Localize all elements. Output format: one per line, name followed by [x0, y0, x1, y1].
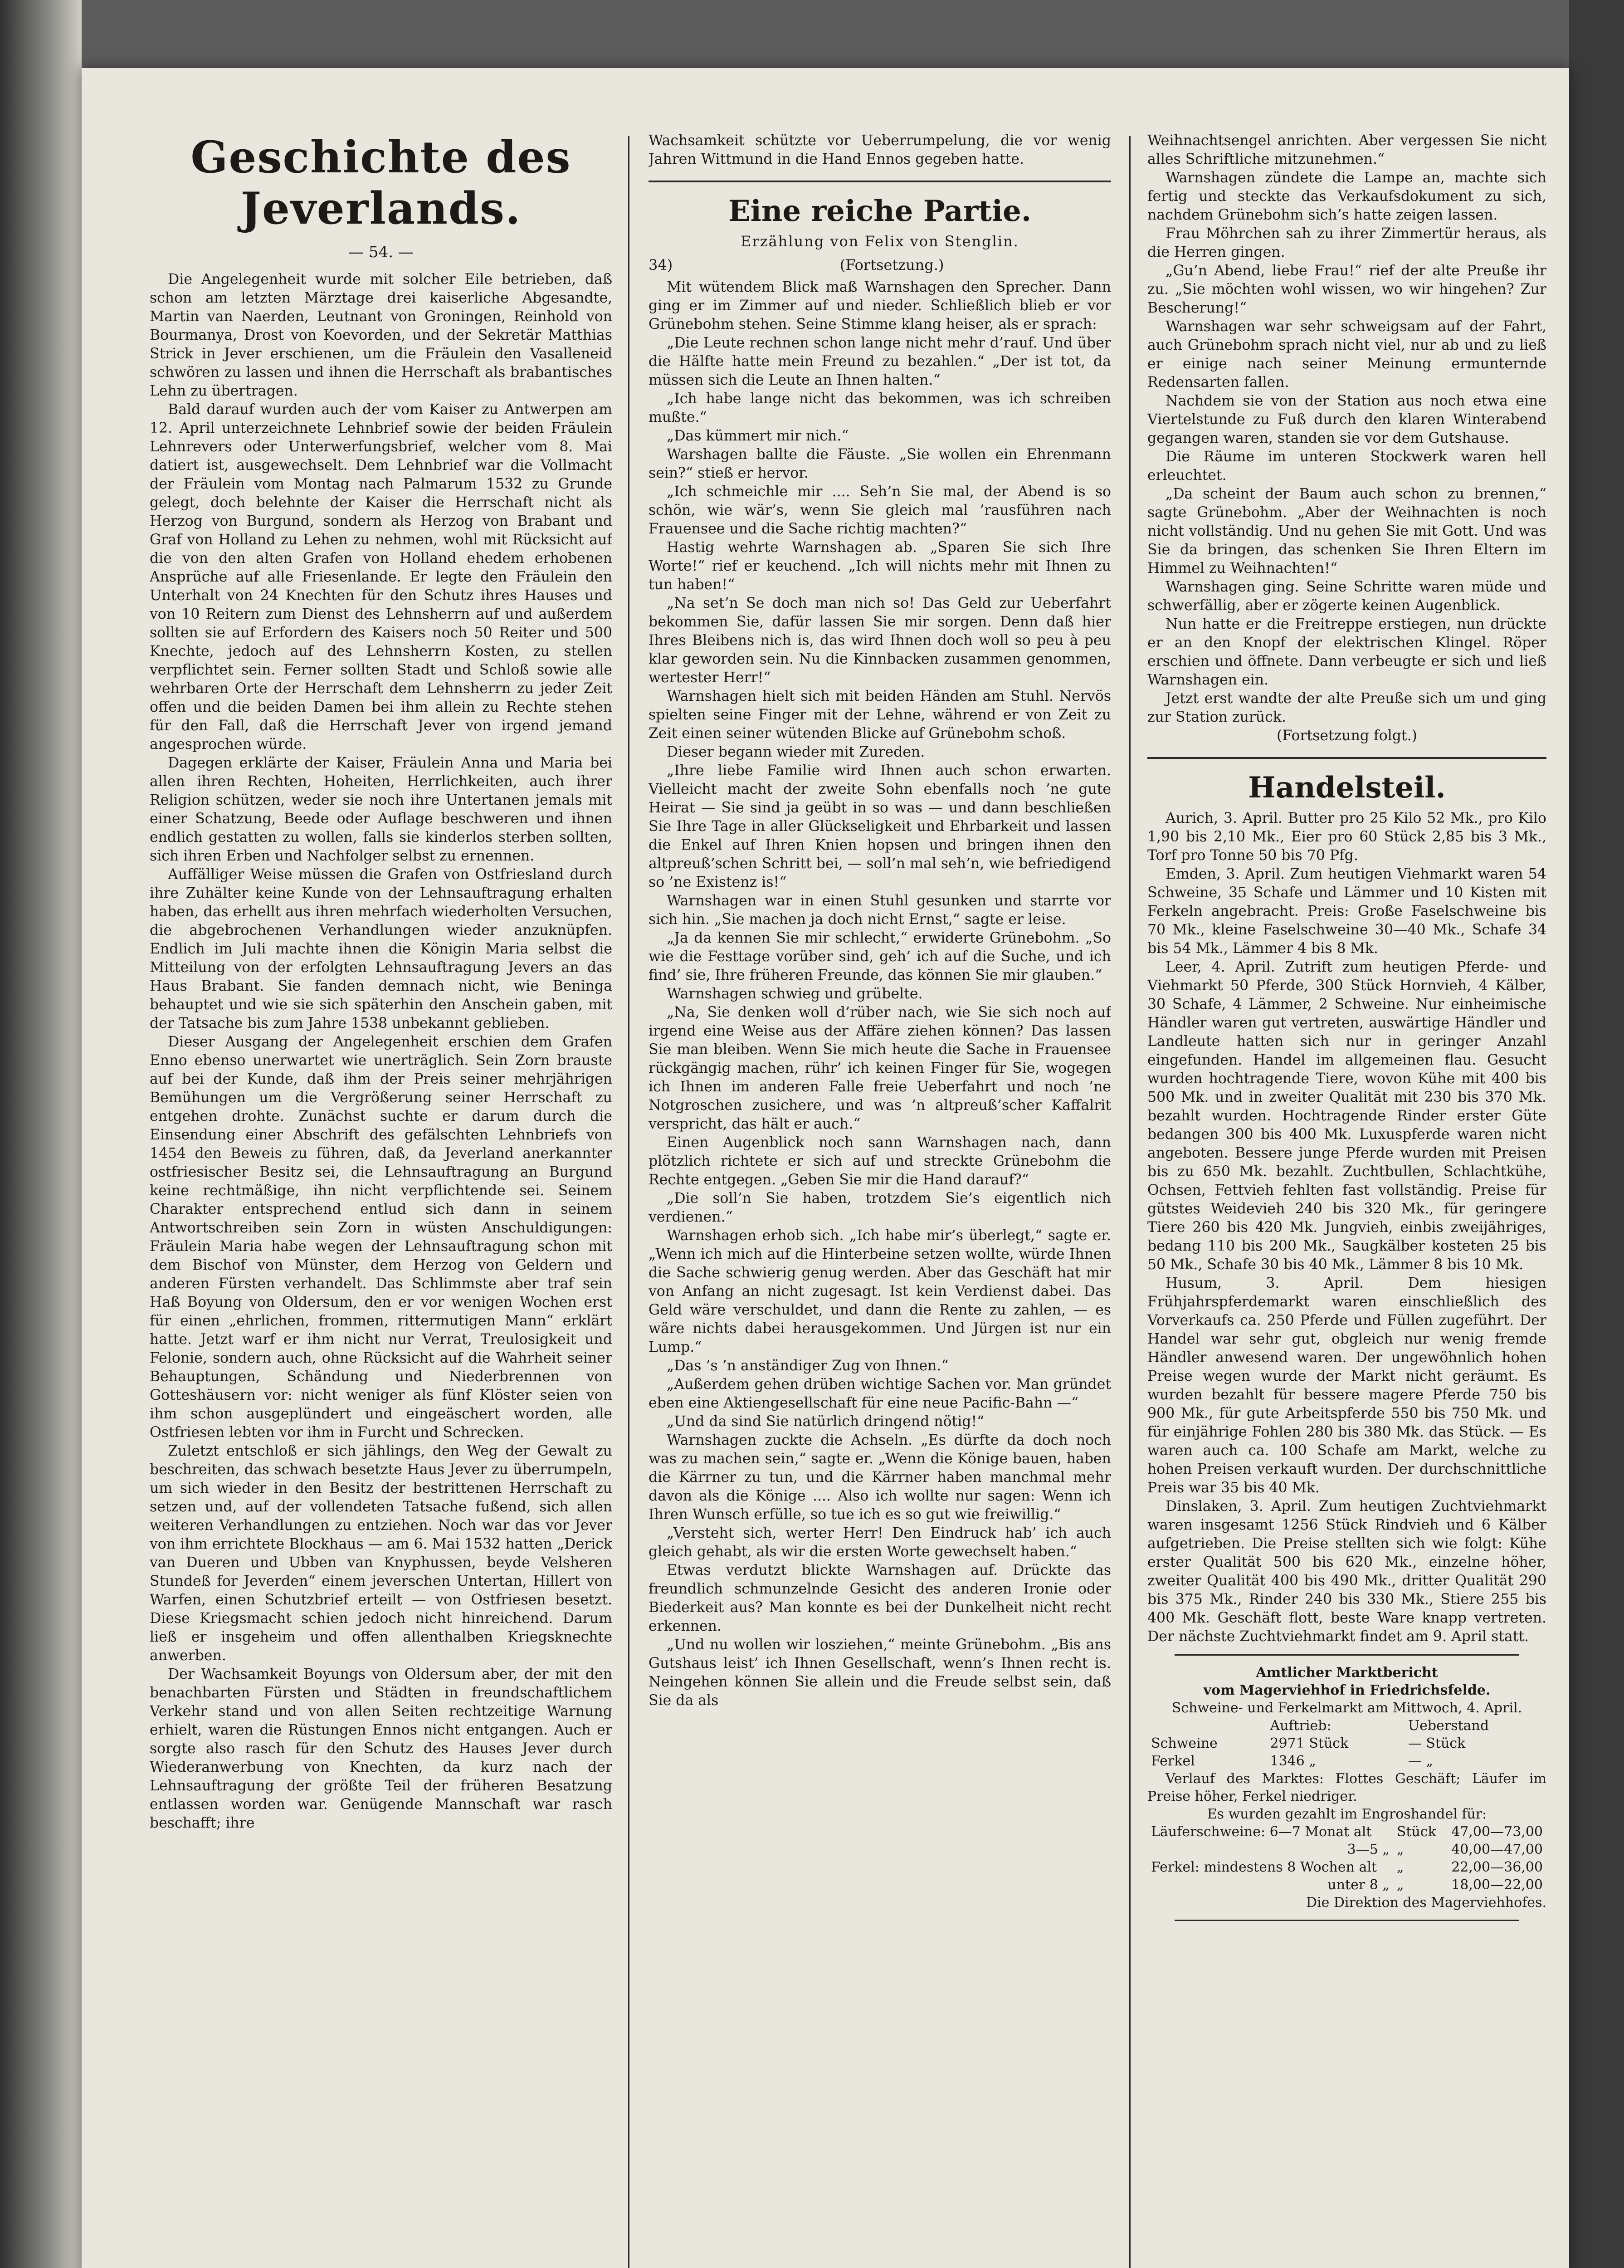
- price-table: [1147, 1823, 1546, 1894]
- paragraph: „Und nu wollen wir losziehen,“ meinte Grünebohm. „Bis ans Gutshaus leist’ ich Ihnen Gesellschaft, wenn’s Ihnen recht is. Neingehen können Sie allein und die Freude selbst sein, daß Sie da als: [649, 1637, 1111, 1709]
- paragraph: Etwas verdutzt blickte Warnshagen auf. Drückte das freundlich schmunzelnde Gesicht des anderen Ironie oder Biederkeit aus? Man konnte es bei der Dunkelheit nicht recht erkennen.: [649, 1562, 1111, 1634]
- paragraph: Dieser begann wieder mit Zureden.: [667, 744, 925, 760]
- trade-report: Aurich, 3. April. Butter pro 25 Kilo 52 Mk., pro Kilo 1,90 bis 2,10 Mk., Eier pro 60 Stück 2,85 bis 3 Mk., Torf pro Tonne 50 bis 70 Pfg.: [1147, 810, 1546, 864]
- row-label: Schweine: [1151, 1735, 1218, 1751]
- price-unit: „: [1396, 1877, 1404, 1893]
- paragraph: Warnshagen ging. Seine Schritte waren müde und schwerfällig, aber er zögerte keinen Augenblick.: [1147, 579, 1546, 614]
- market-subtitle: vom Magerviehhof in Friedrichsfelde.: [1203, 1682, 1491, 1698]
- paragraph: Einen Augenblick noch sann Warnshagen nach, dann plötzlich richtete er sich auf und streckte Grünebohm die Rechte entgegen. „Geben Sie mir die Hand darauf?“: [649, 1134, 1111, 1188]
- price-unit: Stück: [1396, 1824, 1436, 1840]
- paragraph: Warnshagen schwieg und grübelte.: [667, 986, 923, 1002]
- trade-report: Emden, 3. April. Zum heutigen Viehmarkt waren 54 Schweine, 35 Schafe und Lämmer und 10 Kisten mit Ferkeln angebracht. Preis: Große Faselschweine bis 70 Mk., kleine Faselschweine 30—40 Mk., Schafe 34 bis 54 Mk., Lämmer 4 bis 8 Mk.: [1147, 866, 1546, 957]
- book-binding: [0, 0, 82, 2268]
- installment-number: — 54. —: [348, 243, 414, 261]
- paragraph: „Außerdem gehen drüben wichtige Sachen vor. Man gründet eben eine Aktiengesellschaft für eine neue Pacific-Bahn —“: [649, 1376, 1111, 1411]
- table-header: [1147, 1717, 1546, 1735]
- trade-report: Husum, 3. April. Dem hiesigen Frühjahrspferdemarkt waren einschließlich des Vorverkaufs ca. 250 Pferde und Füllen zugeführt. Der Handel war sehr gut, obgleich nur wenig fremde Händler anwesend waren. Der ungewöhnlich hohen Preise wegen wurde der Markt nicht geräumt. Es wurden bezahlt für bessere magere Pferde 750 bis 900 Mk., für gute Arbeitspferde 550 bis 750 Mk. und für einjährige Fohlen 280 bis 380 Mk. das Stück. — Es waren auch ca. 100 Schafe am Markt, welche zu hohen Preisen verkauft wurden. Der durchschnittliche Preis war 35 bis 40 Mk.: [1147, 1275, 1546, 1496]
- price-value: 22,00—36,00: [1451, 1859, 1543, 1875]
- market-course: Verlauf des Marktes: Flottes Geschäft; Läufer im Preise höher, Ferkel niedriger.: [1147, 1771, 1546, 1804]
- novel-byline: Erzählung von Felix von Stenglin.: [741, 233, 1019, 250]
- column-rule: [628, 136, 629, 2268]
- price-label: unter 8 „: [1327, 1877, 1390, 1893]
- row-label: Ferkel: [1151, 1753, 1195, 1769]
- paragraph: Dieser Ausgang der Angelegenheit erschien dem Grafen Enno ebenso unerwartet wie unerträglich. Sein Zorn brauste auf bei der Kunde, daß ihm der Preis seiner mehrjährigen Bemühungen um die Vergrößerung seiner Herrschaft zu entgehen drohte. Zunächst suchte er darum durch die Einsendung einer Abschrift des gefälschten Lehnbriefs von 1454 den Beweis zu führen, daß, da Jeverland anerkannter ostfriesischer Besitz sei, die Lehnsauftragung an Burgund keine rechtmäßige, ihn nicht verpflichtende sei. Seinem Charakter entsprechend entlud sich dann in seinem Antwortschreiben sein Zorn in wüsten Anschuldigungen: Fräulein Maria habe wegen der Lehnsauftragung schon mit dem Bischof von Münster, dem Herzog von Geldern und anderen Fürsten verhandelt. Das Schlimmste aber traf sein Haß Boyung von Oldersum, den er vor wenigen Wochen erst für einen „ehrlichen, frommen, rittermutigen Mann“ erklärt hatte. Jetzt warf er ihm nicht nur Verrat, Treulosigkeit und Felonie, sondern auch, ohne Rücksicht auf die Wahrheit seiner Behauptungen, Schändung und Niederbrennen von Gotteshäusern vor: nicht weniger als fünf Klöster seien von ihm schon ausgeplündert und eingeäschert worden, alle Ostfriesen lebten vor ihm in Furcht und Schrecken.: [150, 1034, 612, 1441]
- price-label: 3—5 „: [1347, 1842, 1390, 1857]
- paragraph: Jetzt erst wandte der alte Preuße sich um und ging zur Station zurück.: [1147, 690, 1546, 725]
- paragraph: Warnshagen zuckte die Achseln. „Es dürfte da doch noch was zu machen sein,“ sagte er. „Wenn die Könige bauen, haben die Kärrner zu tun, und die Kärrner haben manchmal mehr davon als die Könige .... Also ich wollte nur sagen: Wenn ich Ihren Wunsch erfülle, so tue ich es so gut wie freiwillig.“: [649, 1432, 1111, 1523]
- column-history: [150, 132, 612, 2263]
- paragraph: „Versteht sich, werter Herr! Den Eindruck hab’ ich auch gleich gehabt, als wir die ersten Worte gewechselt haben.“: [649, 1525, 1111, 1560]
- column-trade: [1147, 132, 1546, 2263]
- trade-title: Handelsteil.: [1248, 771, 1446, 805]
- paragraph: „Na, Sie denken woll d’rüber nach, wie Sie sich noch auf irgend eine Weise aus der Affäre ziehen können? Das lassen Sie man bleiben. Wenn Sie mich heute die Sache in Frauensee rückgängig machen, rühr’ ich keinen Finger für Sie, wogegen ich Ihnen im anderen Falle freie Ueberfahrt und noch ’ne Notgroschen zusichere, und was ’n altpreuß’scher Kaffalrit verspricht, das hält er auch.“: [649, 1004, 1111, 1132]
- price-unit: „: [1396, 1859, 1404, 1875]
- market-table: [1147, 1717, 1546, 1770]
- column-header: Ueberstand: [1408, 1718, 1489, 1734]
- paragraph: „Ich habe lange nicht das bekommen, was ich schreiben mußte.“: [649, 391, 1111, 425]
- row-count: 2971 Stück: [1270, 1735, 1349, 1751]
- paragraph: Warnshagen zündete die Lampe an, machte sich fertig und steckte das Verkaufsdokument zu sich, nachdem Grünebohm sich’s hatte zeigen lassen.: [1147, 170, 1546, 223]
- paragraph: Bald darauf wurden auch der vom Kaiser zu Antwerpen am 12. April unterzeichnete Lehnbrief sowie der beiden Fräulein Lehnrevers oder Unterwerfungsbrief, welcher vom 8. Mai datiert ist, ausgewechselt. Dem Lehnbrief war die Vollmacht der Fräulein vom Montag nach Palmarum 1532 zu Grunde gelegt, doch belehnte der Kaiser die Herrschaft nicht als Herzog von Burgund, sondern als Herzog von Brabant und Graf von Holland zu Lehen zu nehmen, wohl mit Rücksicht auf die von den alten Grafen von Holland ehedem erhobenen Ansprüche auf alle Friesenlande. Er legte den Fräulein den Unterhalt von 24 Knechten für den Schutz ihres Hauses und von 10 Reitern zum Dienst des Lehnsherrn auf und außerdem sollten sie auf Erfordern des Kaisers noch 50 Reiter und 500 Knechte, jedoch auf des Lehnsherrn Kosten, zu stellen verpflichtet sein. Ferner sollten Stadt und Schloß sowie alle wehrbaren Orte der Herrschaft dem Lehnsherrn zu jeder Zeit offen und die beiden Damen bei ihm allein zu Rechte stehen für den Fall, daß die Herrschaft Jever von irgend jemand angesprochen würde.: [150, 401, 612, 753]
- table-row: [1147, 1841, 1546, 1858]
- continuation-line: [649, 256, 1111, 274]
- newspaper-page: [82, 68, 1569, 2268]
- history-continuation: Wachsamkeit schützte vor Ueberrumpelung, die vor wenig Jahren Wittmund in die Hand Ennos gegeben hatte.: [649, 132, 1111, 167]
- price-label: Läuferschweine: 6—7 Monat alt: [1151, 1824, 1372, 1840]
- trade-report: Dinslaken, 3. April. Zum heutigen Zuchtviehmarkt waren insgesamt 1256 Stück Rindvieh und 6 Kälber aufgetrieben. Die Preise stellten sich wie folgt: Kühe erster Qualität 500 bis 620 Mk., einzelne höher, zweiter Qualität 400 bis 490 Mk., dritter Qualität 290 bis 375 Mk., Rinder 240 bis 330 Mk., Stiere 255 bis 400 Mk. Geschäft flott, beste Ware knapp vertreten. Der nächste Zuchtviehmarkt findet am 9. April statt.: [1147, 1498, 1546, 1645]
- market-line: Schweine- und Ferkelmarkt am Mittwoch, 4. April.: [1171, 1700, 1522, 1716]
- paragraph: „Ich schmeichle mir .... Seh’n Sie mal, der Abend is so schön, wie wär’s, wenn Sie gleich mal ’rausführen nach Frauensee und die Sache richtig machten?“: [649, 484, 1111, 537]
- market-signature: Die Direktion des Magerviehhofes.: [1306, 1895, 1546, 1911]
- table-row: [1147, 1823, 1546, 1841]
- paragraph: „Da scheint der Baum auch schon zu brennen,“ sagte Grünebohm. „Aber der Weihnachten is noch nicht vollständig. Und nu gehen Sie mit Gott. Und was Sie da bringen, das schenken Sie Ihren Eltern im Himmel zu Weihnachten!“: [1147, 486, 1546, 577]
- paragraph: Warnshagen erhob sich. „Ich habe mir’s überlegt,“ sagte er. „Wenn ich mich auf die Hinterbeine setzen wollte, würde Ihnen die Sache schwierig genug werden. Aber das Geschäft hat mir von Anfang an nicht zugesagt. Ist kein Verdienst dabei. Das Geld wäre verschuldet, und dann die Rente zu zahlen, — es wäre nichts dabei herausgekommen. Und Jürgen ist nur ein Lump.“: [649, 1227, 1111, 1355]
- table-row: [1147, 1735, 1546, 1752]
- price-value: 47,00—73,00: [1451, 1824, 1543, 1840]
- paragraph: „Gu’n Abend, liebe Frau!“ rief der alte Preuße ihr zu. „Sie möchten wohl wissen, wo wir hingehen? Zur Bescherung!“: [1147, 263, 1546, 316]
- paragraph: „Die Leute rechnen schon lange nicht mehr d’rauf. Und über die Hälfte hatte mein Freund zu bezahlen.“ „Der ist tot, da müssen sich die Leute an Ihnen halten.“: [649, 335, 1111, 388]
- installment-number: 34): [649, 256, 673, 274]
- paragraph: Weihnachtsengel anrichten. Aber vergessen Sie nicht alles Schriftliche mitzunehmen.“: [1147, 132, 1546, 167]
- novel-title: Eine reiche Partie.: [728, 194, 1032, 228]
- column-header: Auftrieb:: [1270, 1718, 1331, 1734]
- section-rule: [1175, 1654, 1519, 1656]
- row-rest: — „: [1408, 1753, 1433, 1769]
- column-rule: [1129, 136, 1131, 2268]
- section-rule: [649, 181, 1111, 182]
- price-unit: „: [1396, 1842, 1404, 1857]
- trade-report: Leer, 4. April. Zutrift zum heutigen Pferde- und Viehmarkt 50 Pferde, 300 Stück Hornvieh, 4 Kälber, 30 Schafe, 4 Lämmer, 2 Schweine. Nur einheimische Händler waren gut vertreten, auswärtige Händler und Landleute hatten sich nur in geringer Anzahl eingefunden. Handel im allgemeinen flau. Gesucht wurden hochtragende Tiere, wovon Kühe mit 400 bis 500 Mk. und in zweiter Qualität mit 230 bis 370 Mk. bezahlt wurden. Hochtragende Rinder erster Güte bedangen 300 bis 400 Mk. Luxuspferde waren nicht angeboten. Bessere junge Pferde wurden mit Preisen bis zu 650 Mk. bezahlt. Zuchtbullen, Schlachtkühe, Ochsen, Fettvieh fehlten fast vollständig. Preise für gütstes Weidevieh 240 bis 320 Mk., für geringere Tiere 260 bis 420 Mk. Jungvieh, einbis zweijähriges, bedang 110 bis 200 Mk., Saugkälber kosteten 25 bis 50 Mk., Schafe 30 bis 40 Mk., Lämmer 8 bis 10 Mk.: [1147, 959, 1546, 1273]
- paragraph: „Ja da kennen Sie mir schlecht,“ erwiderte Grünebohm. „So wie die Festtage vorüber sind, geh’ ich auf die Suche, und ich find’ sie, Ihre früheren Freunde, das können Sie mir glauben.“: [649, 930, 1111, 983]
- paragraph: „Und da sind Sie natürlich dringend nötig!“: [667, 1413, 985, 1430]
- paragraph: Der Wachsamkeit Boyungs von Oldersum aber, der mit den benachbarten Fürsten und Städten in freundschaftlichem Verkehr stand und von allen Seiten rechtzeitige Warnung erhielt, waren die Rüstungen Ennos nicht entgangen. Auch er sorgte also rasch für den Schutz des Hauses Jever durch Wiederanwerbung von Knechten, da kurz nach der Lehnsauftragung der größte Teil der früheren Besatzung entlassen worden war. Genügende Mannschaft war rasch beschafft; ihre: [150, 1666, 612, 1831]
- section-rule: [1147, 757, 1546, 759]
- market-title: Amtlicher Marktbericht: [1256, 1665, 1438, 1681]
- paragraph: Die Angelegenheit wurde mit solcher Eile betrieben, daß schon am letzten Märztage drei kaiserliche Abgesandte, Martin van Naerden, Leutnant von Groningen, Reinhold von Bourmanya, Drost von Koevorden, und der Sekretär Matthias Strick in Jever erschienen, um die Fräulein den Vasalleneid schwören zu lassen und ihnen die Herrschaft als brabantisches Lehn zu übertragen.: [150, 271, 612, 399]
- section-rule: [1175, 1920, 1519, 1921]
- continuation-label: (Fortsetzung.): [839, 256, 944, 274]
- table-row: [1147, 1858, 1546, 1876]
- paragraph: „Ihre liebe Familie wird Ihnen auch schon erwarten. Vielleicht macht der zweite Sohn ebenfalls noch ’ne gute Heirat — Sie sind ja geübt in so was — und dann beschließen Sie Ihre Tage in aller Glückseligkeit und Ehrbarkeit und lassen die Enkel auf Ihren Knien hopsen und bringen ihnen den altpreuß’schen Schritt bei, — soll’n mal seh’n, wie befriedigend so ’ne Existenz is!“: [649, 763, 1111, 890]
- paragraph: Zuletzt entschloß er sich jählings, den Weg der Gewalt zu beschreiten, das schwach besetzte Haus Jever zu überrumpeln, um sich wieder in den Besitz der bestrittenen Herrschaft zu setzen und, auf der vollendeten Tatsache fußend, sich allen weiteren Verhandlungen zu entziehen. Noch war das vor Jever von ihm errichtete Blockhaus — am 6. Mai 1532 hatten „Derick van Dueren und Ubben van Knyphussen, beyde Velsheren Stundeß for Jeverden“ einem jeverschen Untertan, Hillert von Warfen, einen Schutzbrief erteilt — von Ostfriesen besetzt. Diese Kriegsmacht schien jedoch nicht hinreichend. Darum ließ er insgeheim und offen allenthalben Kriegsknechte anwerben.: [150, 1443, 612, 1664]
- price-value: 40,00—47,00: [1451, 1842, 1543, 1857]
- paragraph: Mit wütendem Blick maß Warnshagen den Sprecher. Dann ging er im Zimmer auf und nieder. Schließlich blieb er vor Grünebohm stehen. Seine Stimme klang heiser, als er sprach:: [649, 279, 1111, 332]
- price-label: Ferkel: mindestens 8 Wochen alt: [1151, 1859, 1377, 1875]
- paragraph: Warnshagen war in einen Stuhl gesunken und starrte vor sich hin. „Sie machen ja doch nicht Ernst,“ sagte er leise.: [649, 893, 1111, 928]
- paragraph: „Das ’s ’n anständiger Zug von Ihnen.“: [667, 1358, 949, 1374]
- market-paid: Es wurden gezahlt im Engroshandel für:: [1207, 1806, 1487, 1822]
- table-row: [1147, 1752, 1546, 1770]
- price-value: 18,00—22,00: [1451, 1877, 1543, 1893]
- history-title: Geschichte des Jeverlands.: [190, 132, 571, 234]
- page-edge: [1569, 0, 1624, 2268]
- column-novel: [649, 132, 1111, 2263]
- continued-note: (Fortsetzung folgt.): [1277, 728, 1417, 744]
- paragraph: „Na set’n Se doch man nich so! Das Geld zur Ueberfahrt bekommen Sie, dafür lassen Sie mir sorgen. Denn daß hier Ihres Bleibens nich is, das wird Ihnen doch woll so peu à peu klar geworden sein. Nu die Kinnbacken zusammen genommen, wertester Herr!“: [649, 595, 1111, 686]
- paragraph: Warnshagen hielt sich mit beiden Händen am Stuhl. Nervös spielten seine Finger mit der Lehne, während er von Zeit zu Zeit einen seiner wütenden Blicke auf Grünebohm schoß.: [649, 688, 1111, 742]
- row-rest: — Stück: [1408, 1735, 1466, 1751]
- paragraph: Dagegen erklärte der Kaiser, Fräulein Anna und Maria bei allen ihren Rechten, Hoheiten, Herrlichkeiten, auch ihrer Religion schützen, weder sie noch ihre Untertanen jemals mit einer Schatzung, Beede oder Auflage beschweren und ihnen endlich gestatten zu wollen, falls sie kinderlos sterben sollten, sich ihren Erben und Nachfolger selbst zu ernennen.: [150, 755, 612, 864]
- paragraph: Nun hatte er die Freitreppe erstiegen, nun drückte er an den Knopf der elektrischen Klingel. Röper erschien und öffnete. Dann verbeugte er sich und ließ Warnshagen ein.: [1147, 616, 1546, 688]
- paragraph: Nachdem sie von der Station aus noch etwa eine Viertelstunde zu Fuß durch den klaren Winterabend gegangen waren, standen sie vor dem Gutshause.: [1147, 393, 1546, 446]
- table-row: [1147, 1876, 1546, 1894]
- paragraph: „Das kümmert mir nich.“: [667, 428, 849, 444]
- paragraph: Warnshagen war sehr schweigsam auf der Fahrt, auch Grünebohm sprach nicht viel, nur ab und zu ließ er einige nach seiner Meinung ermunternde Redensarten fallen.: [1147, 318, 1546, 391]
- row-count: 1346 „: [1270, 1753, 1316, 1769]
- paragraph: Die Räume im unteren Stockwerk waren hell erleuchtet.: [1147, 449, 1546, 484]
- paragraph: Hastig wehrte Warnshagen ab. „Sparen Sie sich Ihre Worte!“ rief er keuchend. „Ich will nichts mehr mit Ihnen zu tun haben!“: [649, 539, 1111, 593]
- paragraph: „Die soll’n Sie haben, trotzdem Sie’s eigentlich nich verdienen.“: [649, 1190, 1111, 1225]
- paragraph: Auffälliger Weise müssen die Grafen von Ostfriesland durch ihre Zuhälter keine Kunde von der Lehnsauftragung erhalten haben, das erhellt aus ihren mehrfach wiederholten Versuchen, die abgebrochenen Verhandlungen wieder anzuknüpfen. Endlich im Juli machte ihnen die Königin Maria selbst die Mitteilung von der erfolgten Lehnsauftragung Jevers an das Haus Brabant. Sie fanden demnach nicht, wie Beninga behauptet und wie sie sich späterhin den Anschein gaben, mit der Tatsache bis zum Jahre 1538 unbekannt geblieben.: [150, 866, 612, 1031]
- paragraph: Frau Möhrchen sah zu ihrer Zimmertür heraus, als die Herren gingen.: [1147, 225, 1546, 260]
- paragraph: Warshagen ballte die Fäuste. „Sie wollen ein Ehrenmann sein?“ stieß er hervor.: [649, 446, 1111, 481]
